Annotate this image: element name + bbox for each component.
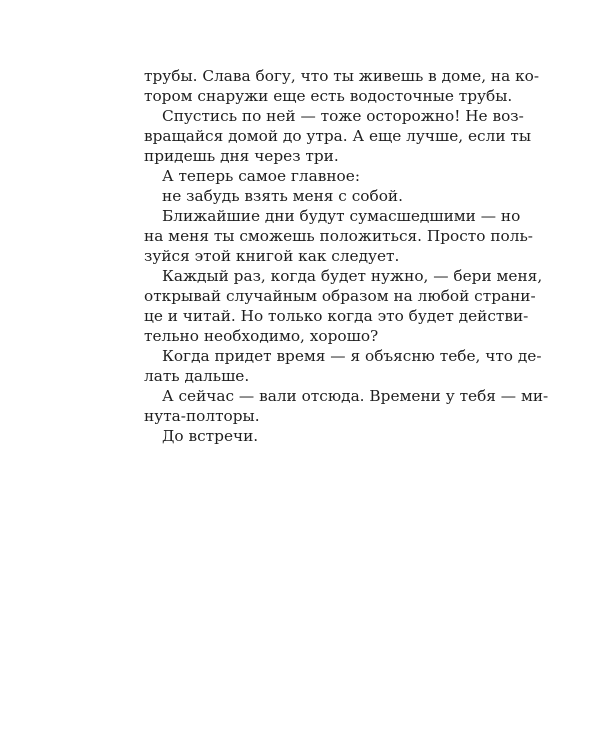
text-line: трубы. Слава богу, что ты живешь в доме, на ко- [144, 67, 540, 85]
text-line: Когда придет время — я объясню тебе, что де- [162, 347, 542, 365]
text-line: открывай случайным образом на любой страни- [144, 287, 536, 305]
text-line: Спустись по ней — тоже осторожно! Не воз- [162, 107, 524, 125]
text-line: Каждый раз, когда будет нужно, — бери меня, [162, 267, 543, 285]
text-line: Ближайшие дни будут сумасшедшими — но [162, 207, 521, 225]
text-line: тором снаружи еще есть водосточные трубы. [144, 87, 513, 105]
text-line: нута-полторы. [144, 407, 260, 425]
text-line: тельно необходимо, хорошо? [144, 327, 379, 345]
page-text [144, 66, 549, 446]
text-line: А сейчас — вали отсюда. Времени у тебя — ми- [162, 387, 549, 405]
text-line: вращайся домой до утра. А еще лучше, если ты [144, 127, 532, 145]
text-line: на меня ты сможешь положиться. Просто поль- [144, 227, 533, 245]
text-line: До встречи. [162, 427, 259, 445]
text-line: придешь дня через три. [144, 147, 339, 165]
text-line: лать дальше. [144, 367, 250, 385]
text-line: це и читай. Но только когда это будет действи- [144, 307, 529, 325]
text-line: не забудь взять меня с собой. [162, 187, 403, 205]
text-line: зуйся этой книгой как следует. [144, 247, 400, 265]
text-line: А теперь самое главное: [162, 167, 360, 185]
